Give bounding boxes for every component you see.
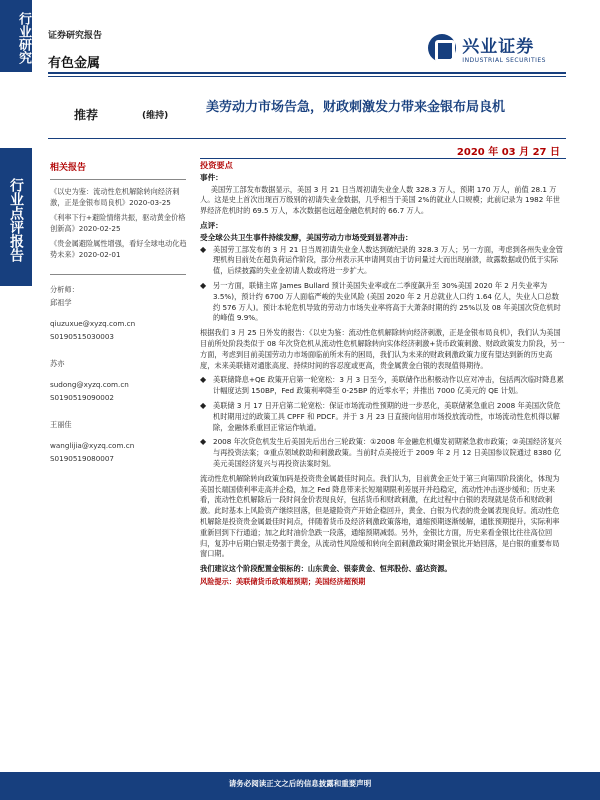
report-title: 美劳动力市场告急，财政刺激发力带来金银布局良机 [206,100,506,115]
analyst-cert: S0190519090002 [50,393,115,402]
event-label: 事件： [200,172,223,182]
bullet-icon: ◆ [200,437,207,447]
bullet-text: 另一方面，联储主席 James Bullard 预计美国失业率或在二季度飙升至 30%美国 2020 年 2 月失业率为 3.5%)，预计约 6700 万人面临严峻的失业风险 (美国 2020 年 2 月总就业人口约 1.64 亿人，失业人口总数约 576 万人)。预计本轮危机导致的劳动力市场失业率将高于大萧条时期的约 25%以及 08 年美国次贷危机时的峰值 9.9%。 [213,280,561,323]
title-divider [48,138,566,139]
bullet-icon: ◆ [200,400,207,410]
timing-paragraph: 流动性危机解除转向政策加码是投资贵金属最佳时间点。我们认为，目前黄金正处于第三向第四阶段演化，体现为美国长端国债利率走高并企稳，加之 Fed 降息带来长短端期限利差展开并趋稳定，流动性冲击逐步缓和；历史来看，流动性危机解除后一段时间金价表现良好，包括货币和财政刺激，在此过程中白银的表现就是货币和财政刺激。此时基本上风险资产继续回落，但是避险资产开始企稳回升，黄金、白银为代表的贵金属表现良好。流动性危机解除是投资贵金属最佳时间点，伴随着货币及经济刺激政策落地，通缩预期逐渐缓解，通胀预期提升，实际利率重新回到下行通道；加之此时油价急跌一段落，通缩预期减弱。另外，金银比方面，历史来看金银比往往高位回归，复苏中后期白银走势强于黄金，从流动性风险缓和转向全面刺激政策时期金银比开始回落，是白银的重要布局窗口期。 [200,473,560,559]
related-report-item[interactable]: 《贵金属避险属性增强，看好全球电动化趋势未来》2020-02-01 [50,239,187,259]
logo-cn-text: 兴业证券 [462,37,535,57]
analyst-card [50,357,190,404]
left-column [50,160,190,479]
rating-note: (维持) [142,111,169,121]
sidebar-report-type-label: 行业点评报告 [8,178,24,262]
analyst-divider [50,274,186,275]
risk-line [200,577,566,588]
bullet-text: 美国劳工部发布的 3 月 21 日当周初请失业金人数达到破纪录的 328.3 万人；另一方面，考虑到各州失业金管理机构目前处在超负荷运作阶段，部分州表示其申请网页由于访问量过大而出现崩溃，故露数据或仍低于实际值，后续披露的失业金初请人数或将进一步扩大。 [213,244,563,276]
sidebar-report-type-bar [0,148,32,286]
report-date: 2020 年 03 月 27 日 [456,147,560,158]
company-logo [428,32,546,64]
analyst-cert: S0190515030003 [50,332,115,341]
event-text: 美国劳工部发布数据显示，美国 3 月 21 日当周初请失业金人数 328.3 万人，预期 170 万人，前值 28.1 万人。这是史上首次出现百万级别的初请失业金数据，几乎相当于美国 2%的就业人口规模；此前记录为 1982 年世界经济危机时的 69.5 万人，本次数据也远超金融危机时的 66.7 万人。 [200,184,560,216]
bullet-item [200,437,566,469]
analyst-name: 苏亦 [50,359,65,368]
footer-disclaimer[interactable]: 请务必阅读正文之后的信息披露和重要声明 [228,779,372,788]
investment-heading: 投资要点 [200,160,233,170]
bullet-item [200,401,566,433]
recommendation: 我们建议这个阶段配置金银标的：山东黄金、银泰黄金、恒邦股份、盛达资源。 [200,564,452,574]
header-divider [48,72,566,74]
industry-name: 有色金属 [48,56,101,71]
analyst-name: 王丽佳 [50,420,72,429]
bullet-icon: ◆ [200,280,207,290]
related-report-item[interactable]: 《利率下行+避险情绪共振，驱动黄金价格创新高》2020-02-25 [50,213,186,233]
header-divider-thin [48,76,566,77]
analyst-email[interactable]: wanglijia@xyzq.com.cn [50,441,135,450]
sidebar-category-label: 行业研究 [16,12,31,64]
main-content [200,160,566,588]
bullet-text: 美联储降息+QE 政策开启第一轮宽松：3 月 3 日至今，美联储作出积极动作以应对冲击，包括两次临时降息累计幅度达到 150BP，Fed 政策利率降至 0-25BP 的近零水平；并推出 7000 亿美元的 QE 计划。 [213,375,564,396]
analyst-email[interactable]: sudong@xyzq.com.cn [50,380,129,389]
comment-label: 点评： [200,220,223,230]
bullet-item [200,245,566,277]
logo-mark-icon [428,34,456,62]
related-reports-heading: 相关报告 [50,163,87,173]
risk-text: 美联储货币政策超预期；美国经济超预期 [235,576,366,586]
subheading-labor: 受全球公共卫生事件持续发酵，美国劳动力市场受到显著冲击： [200,232,413,242]
date-divider [200,158,566,159]
bullet-text: 2008 年次贷危机发生后美国先后出台三轮政策：①2008 年金融危机爆发初期紧急救市政策；②美国经济复兴与再投资法案；③重点领域救助和刺激政策。当前时点美接近于 2009 年 2 月 12 日美国参议院通过 8380 亿美元美国经济复兴与再投资法案时刻。 [213,437,562,468]
footer-bar [0,772,600,800]
brand-line: 证券研究报告 [48,31,103,41]
logo-en-text: INDUSTRIAL SECURITIES [462,57,546,64]
related-divider [50,179,186,180]
related-report-item[interactable]: 《以史为鉴：流动性危机解除转向经济刺激，正是金银布局良机》2020-03-25 [50,187,180,207]
analyst-card [50,418,190,465]
bullet-item [200,281,566,324]
bullet-item [200,375,566,397]
sidebar-category-bar [0,0,32,72]
analyst-email[interactable]: qiuzuxue@xyzq.com.cn [50,319,136,328]
risk-label: 风险提示： [200,576,236,586]
analyst-card [50,283,190,343]
bullet-icon: ◆ [200,244,207,254]
rating-box [60,96,192,130]
bullet-text: 美联储 3 月 17 日开启第二轮宽松：保证市场流动性预期的进一步恶化，美联储紧急重启 2008 年美国次贷危机时期用过的政策工具 CPFF 和 PDCF。并于 3 月 23 日直接向信用市场投放流动性，市场流动性危机得以解除，金融体系重回正常运作轨道。 [213,400,561,432]
analyst-name: 邱祖学 [50,298,72,307]
analyst-cert: S0190519080007 [50,454,115,463]
rating-value: 推荐 [74,108,99,122]
bullet-icon: ◆ [200,375,207,385]
analyst-role: 分析师： [50,285,79,294]
history-paragraph: 根据我们 3 月 25 日外发的报告：《以史为鉴：流动性危机解除转向经济刺激，正是金银布局良机》，我们认为美国目前所处阶段类似于 08 年次贷危机从流动性危机解除转向实体经济刺激+货币政策刺激、财政政策发力阶段，另一方面，考虑到目前美国劳动力市场面临前所未有的困局，我们认为未来的财政刺激政策力度有望达到新的历史高度，未来美联储对通胀高度、持续时间的容忍度或更高，贵金属黄金白银的表现值得期待。 [200,328,565,370]
